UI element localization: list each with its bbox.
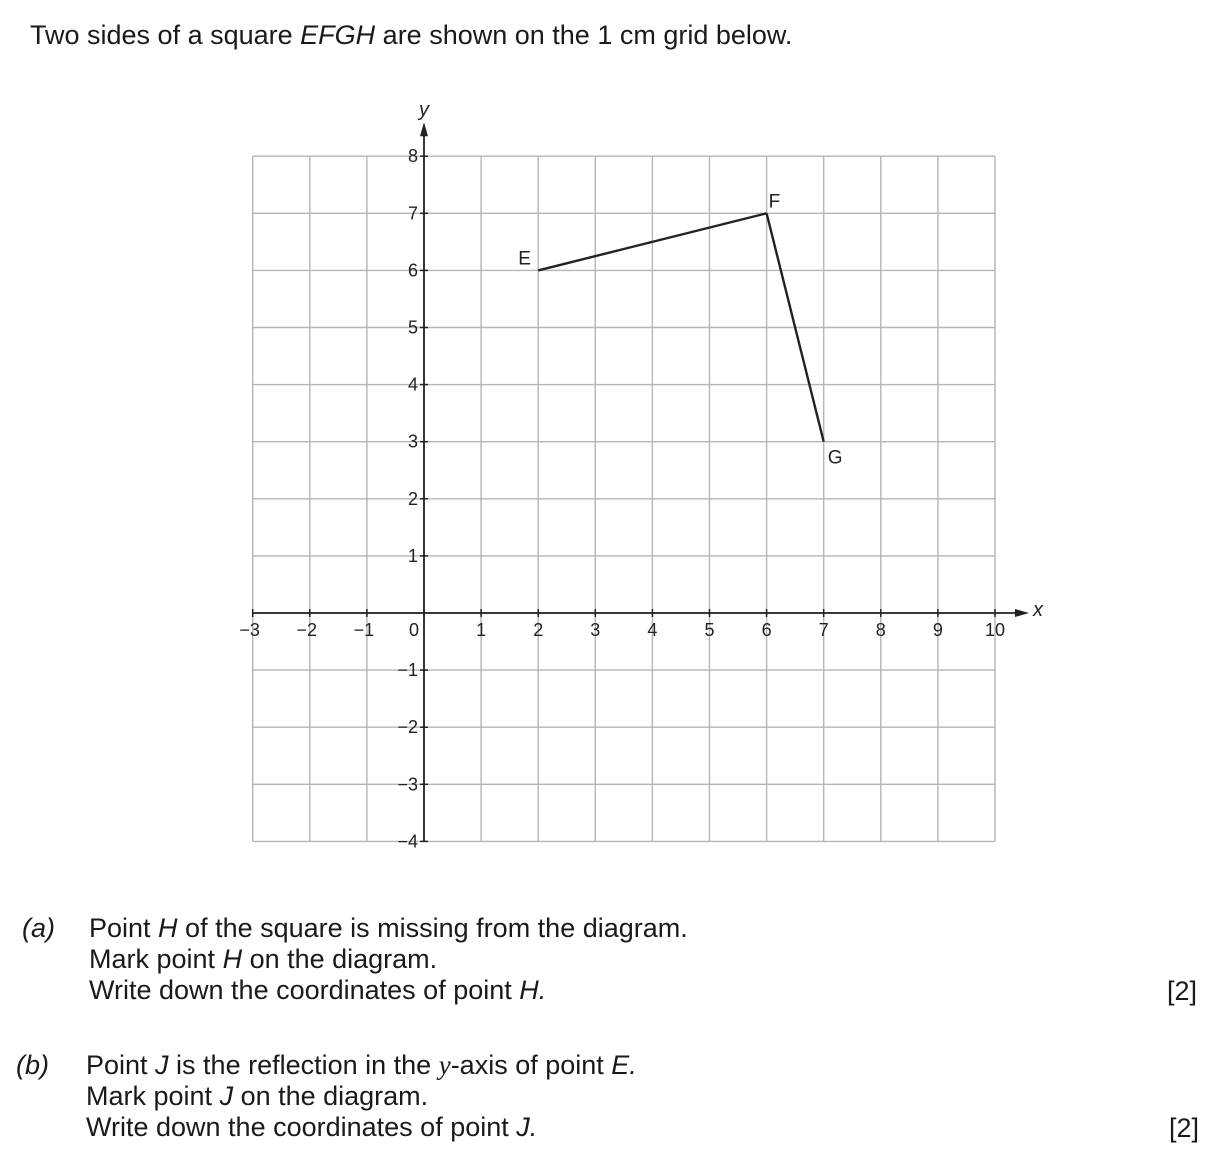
grid-lines — [253, 156, 995, 841]
x-tick-label: −1 — [353, 620, 375, 640]
question-a-line1: Point H of the square is missing from the diagram. — [89, 913, 688, 943]
question-a-letter: (a) — [22, 913, 55, 943]
axes — [253, 99, 1044, 841]
question-a-line3: Write down the coordinates of point H. — [89, 975, 547, 1005]
x-tick-label: 10 — [984, 620, 1006, 640]
y-tick-label: 2 — [407, 488, 418, 509]
question-a — [0, 913, 1226, 1013]
square-name: EFGH — [300, 20, 376, 50]
x-tick-label: 9 — [932, 620, 943, 640]
x-tick-label: 5 — [704, 620, 715, 640]
point-label-g: G — [827, 447, 843, 469]
y-tick-label: −3 — [397, 774, 418, 795]
square-sides — [518, 191, 842, 468]
x-tick-label: 1 — [476, 620, 487, 640]
y-axis-arrow — [420, 122, 428, 136]
y-tick-label: 7 — [407, 203, 418, 224]
x-tick-label: 6 — [761, 620, 772, 640]
y-tick-label: 4 — [407, 374, 418, 395]
x-tick-label: 2 — [533, 620, 544, 640]
y-tick-label: −4 — [397, 831, 418, 852]
y-tick-label: 6 — [407, 260, 418, 281]
question-a-marks: [2] — [1167, 976, 1198, 1006]
point-label-e: E — [518, 248, 531, 270]
x-axis-arrow — [1015, 609, 1029, 617]
y-axis-label: y — [419, 99, 429, 122]
question-b-line3: Write down the coordinates of point J. — [86, 1112, 538, 1142]
x-tick-label: −3 — [239, 620, 260, 640]
y-tick-label: −2 — [397, 717, 418, 738]
x-tick-label: 8 — [875, 620, 886, 640]
x-tick-label: 3 — [590, 620, 601, 640]
point-label-f: F — [768, 191, 781, 213]
y-tick-label: 1 — [407, 545, 418, 566]
question-a-line2: Mark point H on the diagram. — [89, 944, 438, 974]
x-tick-label: 7 — [818, 620, 829, 640]
question-b-line1: Point J is the reflection in the y-axis of point E. — [86, 1050, 637, 1080]
x-tick-label: 0 — [408, 620, 420, 640]
y-tick-label: 3 — [407, 431, 418, 452]
x-tick-label: −2 — [296, 620, 318, 640]
question-b — [0, 1050, 1226, 1150]
y-tick-label: 8 — [407, 146, 418, 167]
y-tick-label: 5 — [407, 317, 418, 338]
question-b-line2: Mark point J on the diagram. — [86, 1081, 429, 1111]
x-axis-label: x — [1033, 599, 1043, 621]
question-b-marks: [2] — [1169, 1113, 1200, 1143]
x-tick-label: 4 — [647, 620, 658, 640]
question-b-letter: (b) — [16, 1050, 49, 1080]
intro-text: Two sides of a square EFGH are shown on the 1 cm grid below. — [30, 20, 793, 50]
y-tick-label: −1 — [397, 660, 418, 681]
